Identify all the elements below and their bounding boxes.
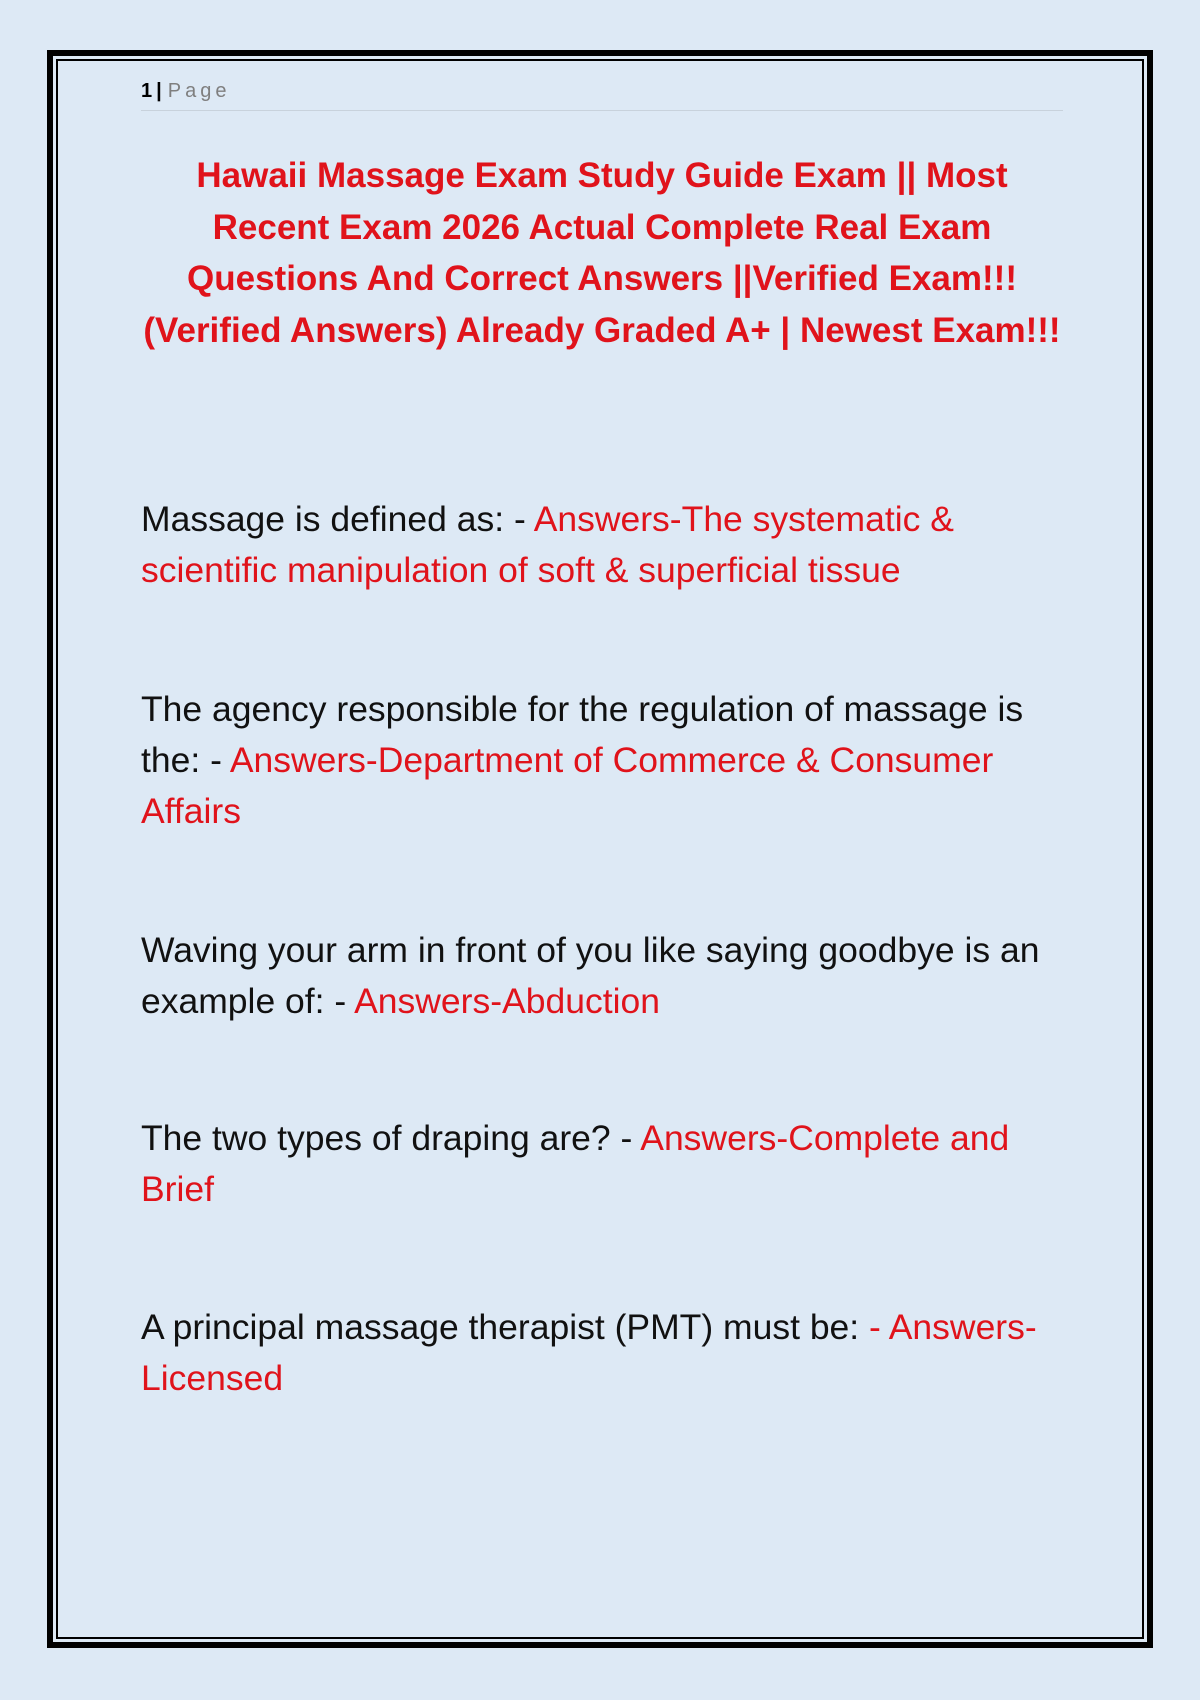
document-title: Hawaii Massage Exam Study Guide Exam || Most Recent Exam 2026 Actual Complete Real Exam Questions And Correct Answers ||Verified Exam!!!(Verified Answers) Already Graded A+ | Newest Exam!!! bbox=[143, 156, 1061, 350]
page-separator: | bbox=[156, 80, 162, 102]
answer-text: Answers-Complete and Brief bbox=[141, 1118, 1010, 1209]
answer-text: - Answers-Licensed bbox=[141, 1307, 1037, 1398]
question-text: The two types of draping are? - bbox=[141, 1118, 641, 1158]
question-text: A principal massage therapist (PMT) must be: bbox=[141, 1307, 870, 1347]
qa-item bbox=[141, 1302, 1071, 1404]
qa-item bbox=[141, 1113, 1071, 1215]
qa-item bbox=[141, 684, 1071, 837]
answer-text: Answers-Department of Commerce & Consumer Affairs bbox=[141, 740, 994, 831]
page-number: 1 bbox=[141, 80, 153, 102]
qa-item bbox=[141, 925, 1071, 1027]
answer-text: Answers-Abduction bbox=[354, 981, 660, 1021]
question-text: Massage is defined as: - bbox=[141, 499, 534, 539]
page-header bbox=[141, 80, 230, 103]
qa-item bbox=[141, 494, 1071, 596]
page-label: Page bbox=[167, 80, 231, 102]
question-text: Waving your arm in front of you like saying goodbye is an example of: - bbox=[141, 930, 1040, 1021]
answer-text: Answers-The systematic & scientific manipulation of soft & superficial tissue bbox=[141, 499, 954, 590]
question-text: The agency responsible for the regulation of massage is the: - bbox=[141, 689, 1024, 780]
header-divider bbox=[141, 110, 1063, 111]
